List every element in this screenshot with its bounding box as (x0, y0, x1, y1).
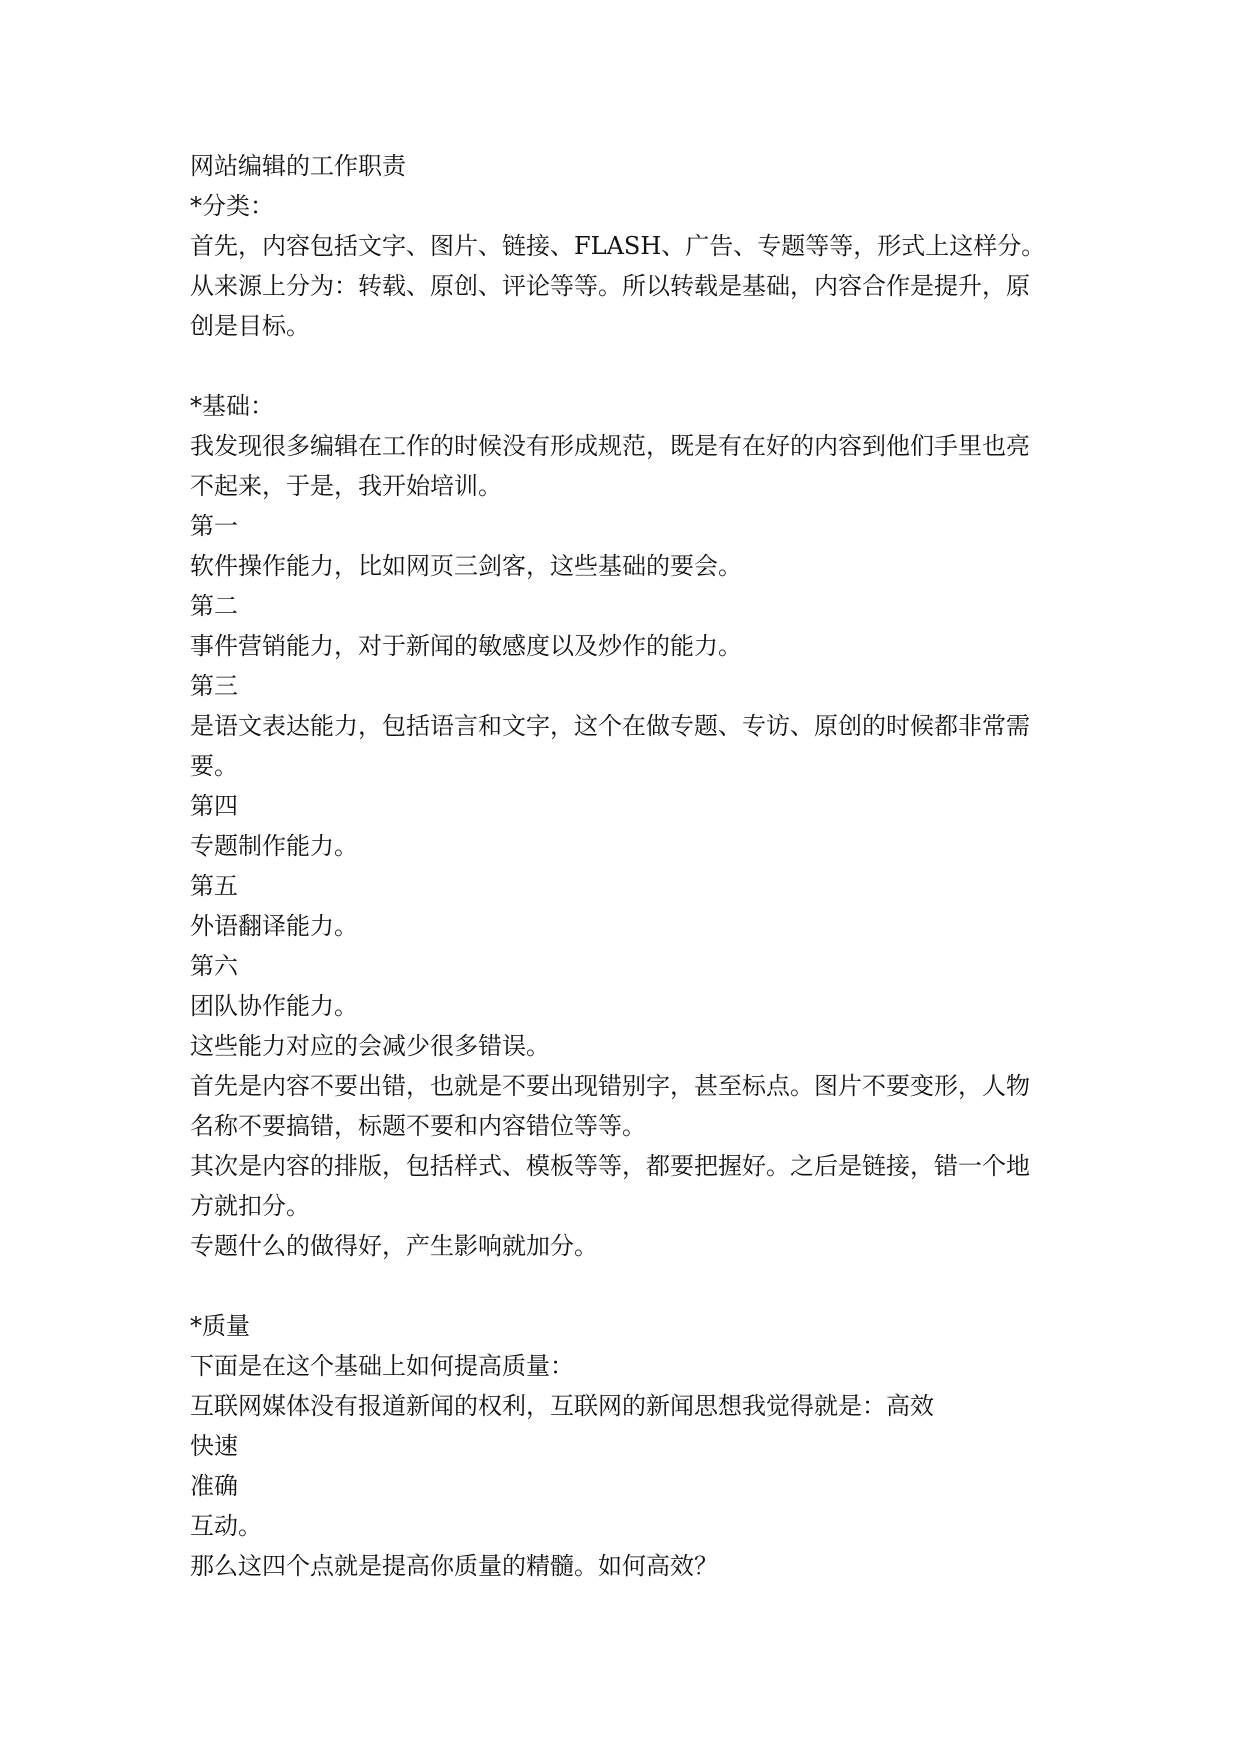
blank-line (190, 1266, 1070, 1306)
text-line: *基础： (190, 392, 274, 420)
text-line: 名称不要搞错，标题不要和内容错位等等。 (190, 1112, 646, 1140)
text-line: 专题制作能力。 (190, 832, 358, 860)
text-line: 创是目标。 (190, 312, 310, 340)
document-body (190, 146, 1070, 1586)
text-line: 第四 (190, 792, 238, 820)
text-line: 软件操作能力，比如网页三剑客，这些基础的要会。 (190, 552, 742, 580)
text-line: 首先是内容不要出错，也就是不要出现错别字，甚至标点。图片不要变形，人物 (190, 1072, 1030, 1100)
text-line: 这些能力对应的会减少很多错误。 (190, 1032, 550, 1060)
text-line: 那么这四个点就是提高你质量的精髓。如何高效？ (190, 1552, 718, 1580)
text-line: 不起来，于是，我开始培训。 (190, 472, 502, 500)
text-line: 团队协作能力。 (190, 992, 358, 1020)
text-line: 方就扣分。 (190, 1192, 310, 1220)
text-line: 第六 (190, 952, 238, 980)
blank-line (190, 346, 1070, 386)
text-line: 首先，内容包括文字、图片、链接、FLASH、广告、专题等等，形式上这样分。 (190, 232, 1046, 260)
text-line: 事件营销能力，对于新闻的敏感度以及炒作的能力。 (190, 632, 742, 660)
text-line: 准确 (190, 1472, 238, 1500)
text-line: 第二 (190, 592, 238, 620)
text-line: 下面是在这个基础上如何提高质量： (190, 1352, 574, 1380)
document-title: 网站编辑的工作职责 (190, 152, 406, 180)
text-line: 互动。 (190, 1512, 262, 1540)
text-line: 我发现很多编辑在工作的时候没有形成规范，既是有在好的内容到他们手里也亮 (190, 432, 1030, 460)
text-line: 快速 (190, 1432, 238, 1460)
text-line: *质量 (190, 1312, 250, 1340)
text-line: 专题什么的做得好，产生影响就加分。 (190, 1232, 598, 1260)
text-line: *分类： (190, 192, 274, 220)
text-line: 其次是内容的排版，包括样式、模板等等，都要把握好。之后是链接，错一个地 (190, 1152, 1030, 1180)
text-line: 第三 (190, 672, 238, 700)
text-line: 互联网媒体没有报道新闻的权利，互联网的新闻思想我觉得就是：高效 (190, 1392, 934, 1420)
text-line: 第一 (190, 512, 238, 540)
text-line: 是语文表达能力，包括语言和文字，这个在做专题、专访、原创的时候都非常需 (190, 712, 1030, 740)
text-line: 外语翻译能力。 (190, 912, 358, 940)
text-line: 从来源上分为：转载、原创、评论等等。所以转载是基础，内容合作是提升，原 (190, 272, 1030, 300)
text-line: 要。 (190, 752, 238, 780)
text-line: 第五 (190, 872, 238, 900)
